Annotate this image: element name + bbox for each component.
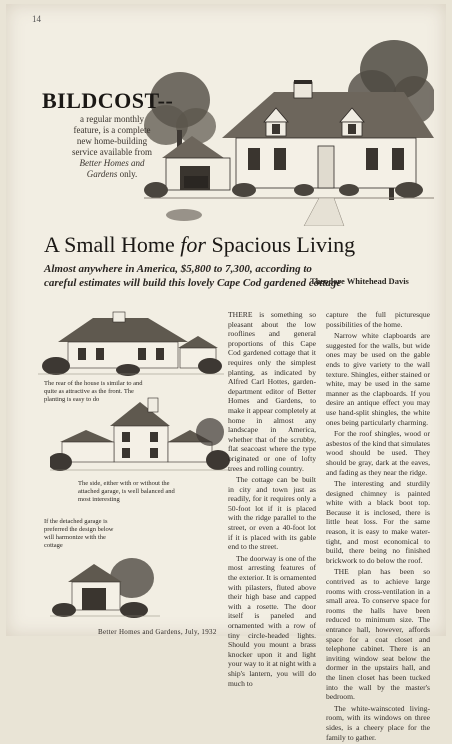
- page-footer: Better Homes and Gardens, July, 1932: [98, 628, 217, 636]
- article-column-1: [228, 310, 316, 690]
- paragraph: For the roof shingles, wood or asbestos of the kind that simulates wood should be used. They should be gray, dark at the eaves, and fading as they near the ridge.: [326, 429, 430, 477]
- bildcost-logo: BILDCOST--: [42, 88, 174, 113]
- rear-view-sketch: [38, 308, 224, 378]
- caption-rear: The rear of the house is similar to and quite as attractive as the front. The planting is easy to do: [44, 380, 143, 403]
- detached-garage-sketch: [50, 556, 160, 618]
- caption-detached-garage: If the detached garage is preferred the design below will harmonize with the cottage: [44, 518, 114, 549]
- side-view-sketch: [50, 396, 230, 476]
- paragraph: The white-wainscoted living-room, with its windows on three sides, is a cheery place for the family to gather.: [326, 703, 430, 742]
- paragraph: The interesting and sturdily designed chimney is painted white with a black boot top. Because it is inclosed, there is little heat loss. For the same reason, it is easy to make water-tight, and most economical to build, there being no finished brickwork to do below the roof.: [326, 479, 430, 565]
- paragraph: The cottage can be built in city and town just as readily, for it requires only a 50-foot lot if it is placed with the ridge parallel to the street, or even a 40-foot lot if it is placed with its gable end to the street.: [228, 475, 316, 552]
- page-number: 14: [32, 14, 41, 24]
- paragraph: THE plan has been so contrived as to achieve large rooms with cross-ventilation in a small area. To conserve space for rooms the halls have been reduced to minimum size. The entrance hall, however, affords space for a coat closet and telephone cabinet. There is an inviting window seat below the dormer in the upstairs hall, and the linen closet has been tucked into the wall by the master's bedroom.: [326, 567, 430, 702]
- author-byline: Theodore Whitehead Davis: [310, 276, 409, 286]
- paragraph: THERE is something so pleasant about the low rooflines and general proportions of this Cape Cod gardened cottage that it requires only the simplest planting, as indicated by Alfred Carl Hottes, garden-department editor of Better Homes and Gardens, to make it appear completely at home in almost any landscape in America, whether that of the scrubby, flat seacoast where the type originated or one of lofty trees and rolling country.: [228, 310, 316, 473]
- magazine-page: [6, 4, 446, 742]
- article-subhead: Almost anywhere in America, $5,800 to 7,300, according to careful estimates will build this lovely Cape Cod gardened cottage: [44, 263, 342, 289]
- paragraph: The doorway is one of the most arresting features of the exterior. It is ornamented with pilasters, fluted above their high base and capped with a rosette. The door itself is paneled and ornamented with a row of tiny circle-headed lights. Should you mount a brass knocker upon it and light your way to it at night with a ship's lantern, you will do much to: [228, 553, 316, 688]
- bildcost-intro: a regular monthly feature, is a complete new home-building service available from Better Homes and Gardens only.: [72, 114, 152, 179]
- paragraph: Narrow white clapboards are suggested for the walls, but wide ones may be used on the gable ends to give variety to the wall texture. Shingles, either stained or white, may be used in the same manner as the clapboards. If you desire an antique effect you may use hand-split shingles, the white ones being particularly charming.: [326, 331, 430, 427]
- article-headline: A Small Home for Spacious Living: [44, 232, 356, 257]
- paragraph: capture the full picturesque possibilities of the home.: [326, 310, 430, 329]
- hero-house-illustration: [144, 30, 434, 226]
- article-column-2: [326, 310, 430, 744]
- caption-side: The side, either with or without the attached garage, is well balanced and most interesting: [78, 480, 175, 503]
